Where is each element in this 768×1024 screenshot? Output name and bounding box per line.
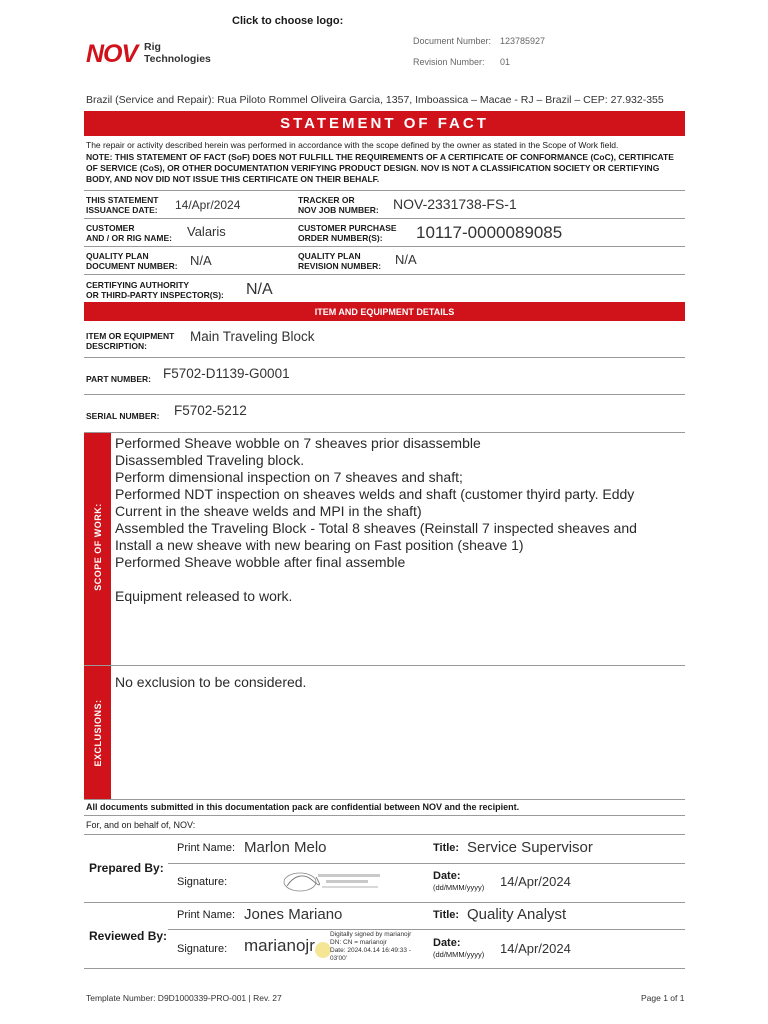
doc-number-label: Document Number: bbox=[413, 36, 492, 46]
prepared-date-label: Date: bbox=[433, 870, 461, 882]
address: Brazil (Service and Repair): Rua Piloto Rommel Oliveira Garcia, 1357, Imboassica – Macae - RJ – Brazil – CEP: 27.932-355 bbox=[86, 94, 664, 106]
reviewed-title-value: Quality Analyst bbox=[467, 906, 567, 923]
divider bbox=[84, 665, 685, 666]
po-label-line2: ORDER NUMBER(S): bbox=[298, 233, 383, 243]
cert-value: N/A bbox=[246, 281, 273, 298]
prepared-signature-image bbox=[282, 869, 382, 895]
company-logo bbox=[86, 40, 226, 72]
customer-value: Valaris bbox=[187, 224, 226, 239]
serial-number-value: F5702-5212 bbox=[174, 403, 247, 418]
po-label bbox=[298, 223, 397, 243]
part-number-value: F5702-D1139-G0001 bbox=[163, 366, 290, 381]
scope-line: Current in the sheave welds and MPI in the shaft) bbox=[115, 503, 422, 519]
scope-label: SCOPE OF WORK: bbox=[93, 503, 103, 591]
qp-doc-label-line1: QUALITY PLAN bbox=[86, 251, 149, 261]
reviewed-signature-name: marianojr bbox=[244, 936, 315, 955]
scope-line: Performed NDT inspection on sheaves welds and shaft (customer thyird party. Eddy bbox=[115, 486, 635, 502]
tracker-label bbox=[298, 195, 379, 215]
logo-mark: NOV bbox=[86, 40, 138, 68]
reviewed-by-label: Reviewed By: bbox=[89, 929, 168, 943]
divider bbox=[84, 190, 685, 191]
scope-line: Assembled the Traveling Block - Total 8 sheaves (Reinstall 7 inspected sheaves and bbox=[115, 520, 637, 536]
qp-doc-label-line2: DOCUMENT NUMBER: bbox=[86, 261, 178, 271]
digital-signature-line: DN: CN = marianojr bbox=[330, 939, 387, 946]
behalf-note: For, and on behalf of, NOV: bbox=[86, 820, 196, 830]
tracker-label-line2: NOV JOB NUMBER: bbox=[298, 205, 379, 215]
po-value: 10117-0000089085 bbox=[416, 223, 563, 242]
title-bar bbox=[84, 111, 685, 136]
divider bbox=[84, 274, 685, 275]
divider bbox=[84, 815, 685, 816]
rev-number-label: Revision Number: bbox=[413, 57, 485, 67]
reviewed-date-value: 14/Apr/2024 bbox=[500, 941, 571, 956]
item-section-bar bbox=[84, 302, 685, 321]
item-section-title: ITEM AND EQUIPMENT DETAILS bbox=[314, 306, 455, 317]
reviewed-date-format: (dd/MMM/yyyy) bbox=[433, 950, 485, 959]
scope-line: Perform dimensional inspection on 7 sheaves and shaft; bbox=[115, 469, 463, 485]
page-title: STATEMENT OF FACT bbox=[280, 115, 489, 132]
divider bbox=[84, 968, 685, 969]
divider bbox=[84, 357, 685, 358]
footer-template: Template Number: D9D1000339-PRO-001 | Rev. 27 bbox=[86, 993, 282, 1003]
divider bbox=[84, 394, 685, 395]
qp-rev-label bbox=[298, 251, 381, 271]
po-label-line1: CUSTOMER PURCHASE bbox=[298, 223, 397, 233]
tracker-value: NOV-2331738-FS-1 bbox=[393, 196, 517, 212]
logo-text-line1: Rig bbox=[144, 41, 161, 53]
prepared-date-value: 14/Apr/2024 bbox=[500, 874, 571, 889]
scope-line: Disassembled Traveling block. bbox=[115, 452, 305, 468]
confidential-note: All documents submitted in this documentation pack are confidential between NOV and the recipient. bbox=[86, 802, 520, 812]
intro-line: The repair or activity described herein was performed in accordance with the scope defined by the owner as stated in the Scope of Work field. bbox=[86, 140, 619, 150]
prepared-print-name-label: Print Name: bbox=[177, 842, 236, 854]
customer-label-line2: AND / OR RIG NAME: bbox=[86, 233, 172, 243]
digital-signature-block bbox=[330, 931, 411, 963]
issuance-label-line2: ISSUANCE DATE: bbox=[86, 205, 158, 215]
divider bbox=[84, 218, 685, 219]
reviewed-title-label: Title: bbox=[433, 909, 460, 921]
issuance-label-line1: THIS STATEMENT bbox=[86, 195, 159, 205]
reviewed-date-label: Date: bbox=[433, 937, 461, 949]
scope-line: Install a new sheave with new bearing on Fast position (sheave 1) bbox=[115, 537, 524, 553]
prepared-date-format: (dd/MMM/yyyy) bbox=[433, 883, 485, 892]
digital-signature-line: Date: 2024.04.14 16:49:33 - bbox=[330, 947, 411, 954]
item-desc-label-line2: DESCRIPTION: bbox=[86, 341, 147, 351]
item-desc-value: Main Traveling Block bbox=[190, 329, 315, 344]
item-desc-label-line1: ITEM OR EQUIPMENT bbox=[86, 331, 175, 341]
divider bbox=[84, 246, 685, 247]
cert-label-line2: OR THIRD-PARTY INSPECTOR(S): bbox=[86, 290, 224, 300]
prepared-title-value: Service Supervisor bbox=[467, 839, 593, 856]
divider bbox=[84, 834, 685, 835]
divider bbox=[84, 902, 685, 903]
exclusions-text: No exclusion to be considered. bbox=[115, 674, 307, 690]
digital-signature-line: Digitally signed by marianojr bbox=[330, 931, 412, 938]
issuance-date-value: 14/Apr/2024 bbox=[175, 198, 241, 212]
rev-number-value: 01 bbox=[500, 57, 511, 67]
part-number-label: PART NUMBER: bbox=[86, 374, 152, 384]
reviewed-print-name-label: Print Name: bbox=[177, 909, 236, 921]
divider bbox=[168, 863, 685, 864]
divider bbox=[168, 929, 685, 930]
prepared-title-label: Title: bbox=[433, 842, 460, 854]
doc-number-value: 123785927 bbox=[500, 36, 546, 46]
divider bbox=[84, 799, 685, 800]
scope-line: Performed Sheave wobble on 7 sheaves prior disassemble bbox=[115, 435, 481, 451]
divider bbox=[84, 432, 685, 433]
prepared-by-label: Prepared By: bbox=[89, 861, 164, 875]
prepared-signature-label: Signature: bbox=[177, 876, 228, 888]
scope-line: Performed Sheave wobble after final assemble bbox=[115, 554, 406, 570]
qp-rev-label-line2: REVISION NUMBER: bbox=[298, 261, 382, 271]
reviewed-signature-label: Signature: bbox=[177, 943, 228, 955]
qp-doc-value: N/A bbox=[190, 253, 212, 268]
qp-rev-value: N/A bbox=[395, 252, 417, 267]
scope-released: Equipment released to work. bbox=[115, 588, 293, 604]
customer-label-line1: CUSTOMER bbox=[86, 223, 135, 233]
intro-note: NOTE: THIS STATEMENT OF FACT (SoF) DOES NOT FULFILL THE REQUIREMENTS OF A CERTIFICATE OF CONFORMANCE (CoC), CERTIFICATE OF SERVICE (CoS), OR OTHER DOCUMENTATION VERIFYING PRODUCT DESIGN. NOV IS NOT A CLASSIFICATION SOCIETY OR CERTIFYING BODY, AND NOV DID NOT ISSUE THIS CERTIFICATE ON THEIR BEHALF. bbox=[86, 152, 674, 184]
issuance-label bbox=[86, 195, 158, 215]
exclusions-label: EXCLUSIONS: bbox=[93, 699, 103, 767]
signature-seal-icon bbox=[315, 942, 331, 958]
serial-number-label: SERIAL NUMBER: bbox=[86, 411, 160, 421]
cert-label-line1: CERTIFYING AUTHORITY bbox=[86, 280, 190, 290]
cert-label bbox=[86, 280, 224, 300]
reviewed-print-name-value: Jones Mariano bbox=[244, 906, 343, 923]
scope-lines bbox=[115, 435, 685, 571]
digital-signature-line: 03'00' bbox=[330, 955, 347, 962]
logo-prompt[interactable]: Click to choose logo: bbox=[232, 15, 344, 27]
logo-text-line2: Technologies bbox=[144, 53, 211, 65]
tracker-label-line1: TRACKER OR bbox=[298, 195, 355, 205]
qp-doc-label bbox=[86, 251, 178, 271]
prepared-print-name-value: Marlon Melo bbox=[244, 839, 327, 856]
customer-label bbox=[86, 223, 172, 243]
footer-page-number: Page 1 of 1 bbox=[641, 993, 685, 1003]
item-desc-label bbox=[86, 331, 174, 351]
qp-rev-label-line1: QUALITY PLAN bbox=[298, 251, 361, 261]
